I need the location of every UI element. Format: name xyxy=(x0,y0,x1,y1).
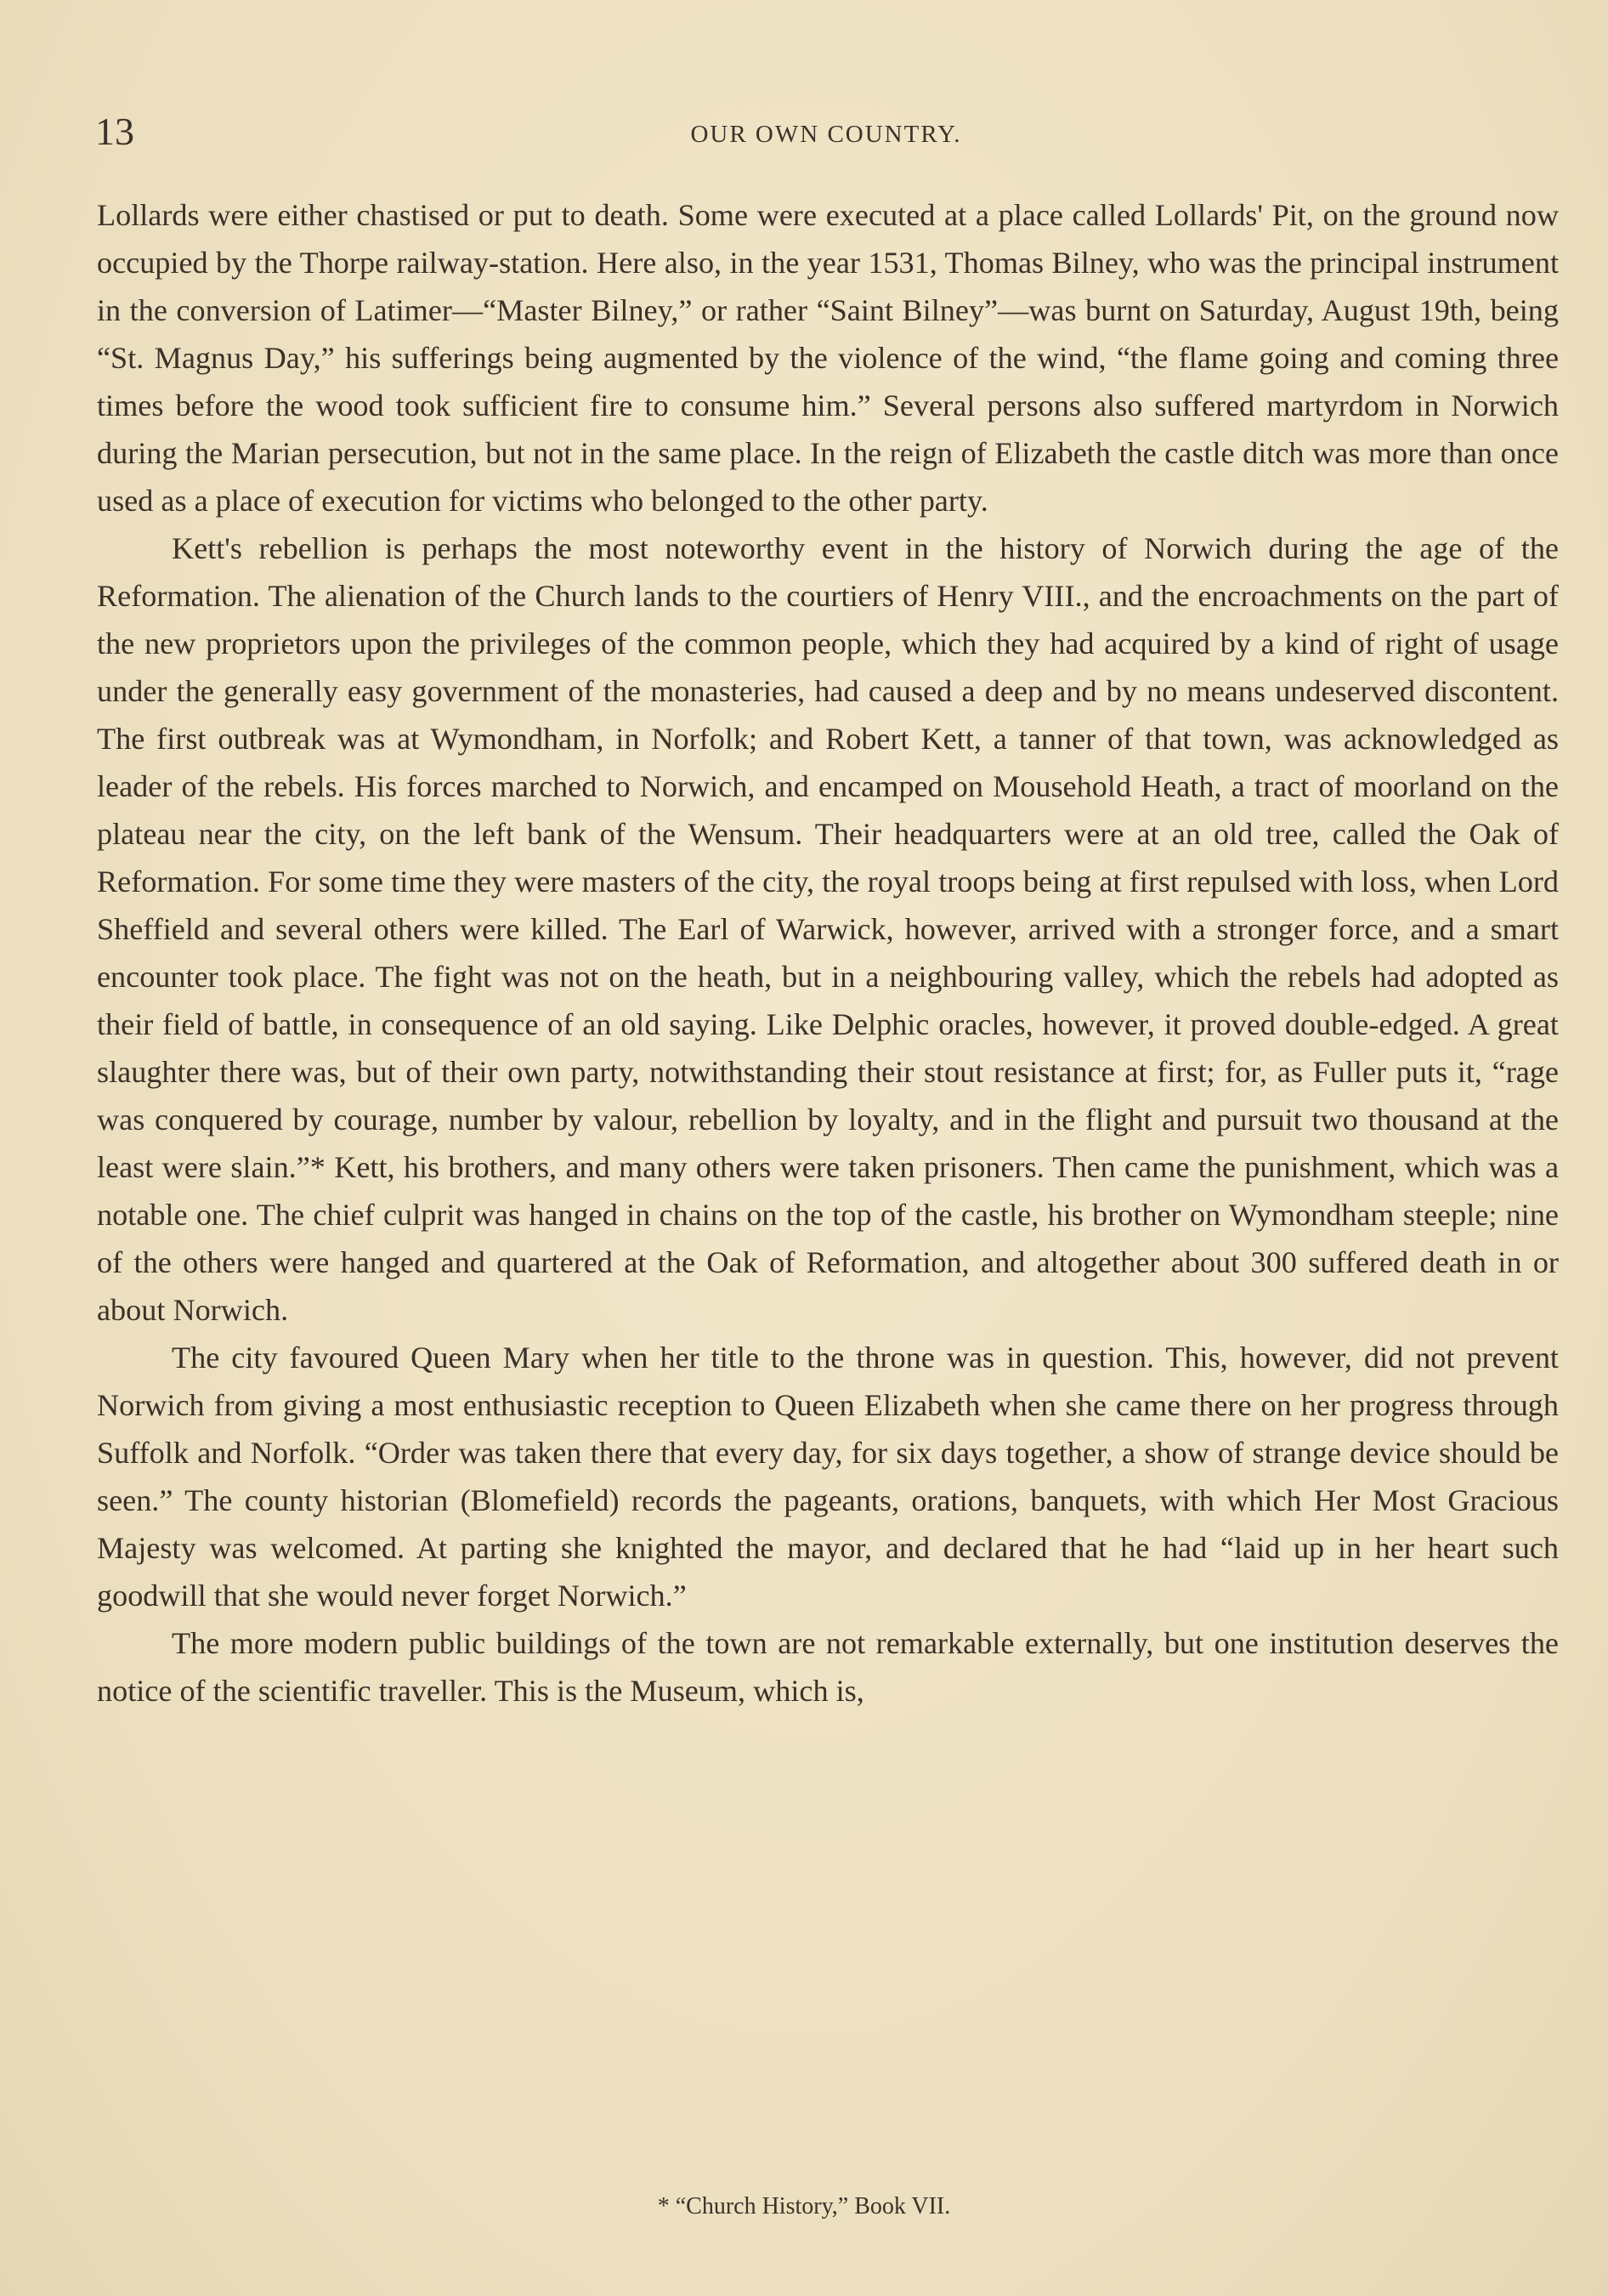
page-number: 13 xyxy=(95,110,134,153)
paragraph-ketts-rebellion: Kett's rebellion is perhaps the most noteworthy event in the history of Norwich during the age of the Reformation. The alienation of the Church lands to the courtiers of Henry VIII., and the encroachments on the part of the new proprietors upon the privileges of the common people, which they had acquired by a kind of right of usage under the generally easy government of the monasteries, had caused a deep and by no means undeserved discontent. The first outbreak was at Wymondham, in Norfolk; and Robert Kett, a tanner of that town, was acknowledged as leader of the rebels. His forces marched to Norwich, and encamped on Mousehold Heath, a tract of moorland on the plateau near the city, on the left bank of the Wensum. Their headquarters were at an old tree, called the Oak of Reformation. For some time they were masters of the city, the royal troops being at first repulsed with loss, when Lord Sheffield and several others were killed. The Earl of Warwick, however, arrived with a stronger force, and a smart encounter took place. The fight was not on the heath, but in a neighbouring valley, which the rebels had adopted as their field of battle, in consequence of an old saying. Like Delphic oracles, however, it proved double-edged. A great slaughter there was, but of their own party, notwithstanding their stout resistance at first; for, as Fuller puts it, “rage was conquered by courage, number by valour, rebellion by loyalty, and in the flight and pursuit two thousand at the least were slain.”* Kett, his brothers, and many others were taken prisoners. Then came the punishment, which was a notable one. The chief culprit was hanged in chains on the top of the castle, his brother on Wymondham steeple; nine of the others were hanged and quartered at the Oak of Reformation, and altogether about 300 suffered death in or about Norwich. xyxy=(97,531,1559,1327)
running-head: OUR OWN COUNTRY. xyxy=(690,121,962,148)
paragraph-museum: The more modern public buildings of the town are not remarkable externally, but one institution deserves the notice of the scientific traveller. This is the Museum, which is, xyxy=(97,1626,1559,1708)
footnote: * “Church History,” Book VII. xyxy=(657,2193,951,2219)
page-header xyxy=(95,109,1557,160)
paragraph-queen-elizabeth: The city favoured Queen Mary when her title to the throne was in question. This, however, did not prevent Norwich from giving a most enthusiastic reception to Queen Elizabeth when she came there on her progress through Suffolk and Norfolk. “Order was taken there that every day, for six days together, a show of strange device should be seen.” The county historian (Blomefield) records the pageants, orations, banquets, with which Her Most Gracious Majesty was welcomed. At parting she knighted the mayor, and declared that he had “laid up in her heart such goodwill that she would never forget Norwich.” xyxy=(97,1341,1559,1613)
body-text xyxy=(97,191,1559,1715)
paragraph-lollards: Lollards were either chastised or put to death. Some were executed at a place called Lollards' Pit, on the ground now occupied by the Thorpe railway-station. Here also, in the year 1531, Thomas Bilney, who was the principal instrument in the conversion of Latimer—“Master Bilney,” or rather “Saint Bilney”—was burnt on Saturday, August 19th, being “St. Magnus Day,” his sufferings being augmented by the violence of the wind, “the flame going and coming three times before the wood took sufficient fire to consume him.” Several persons also suffered martyrdom in Norwich during the Marian persecution, but not in the same place. In the reign of Elizabeth the castle ditch was more than once used as a place of execution for victims who belonged to the other party. xyxy=(97,198,1559,518)
